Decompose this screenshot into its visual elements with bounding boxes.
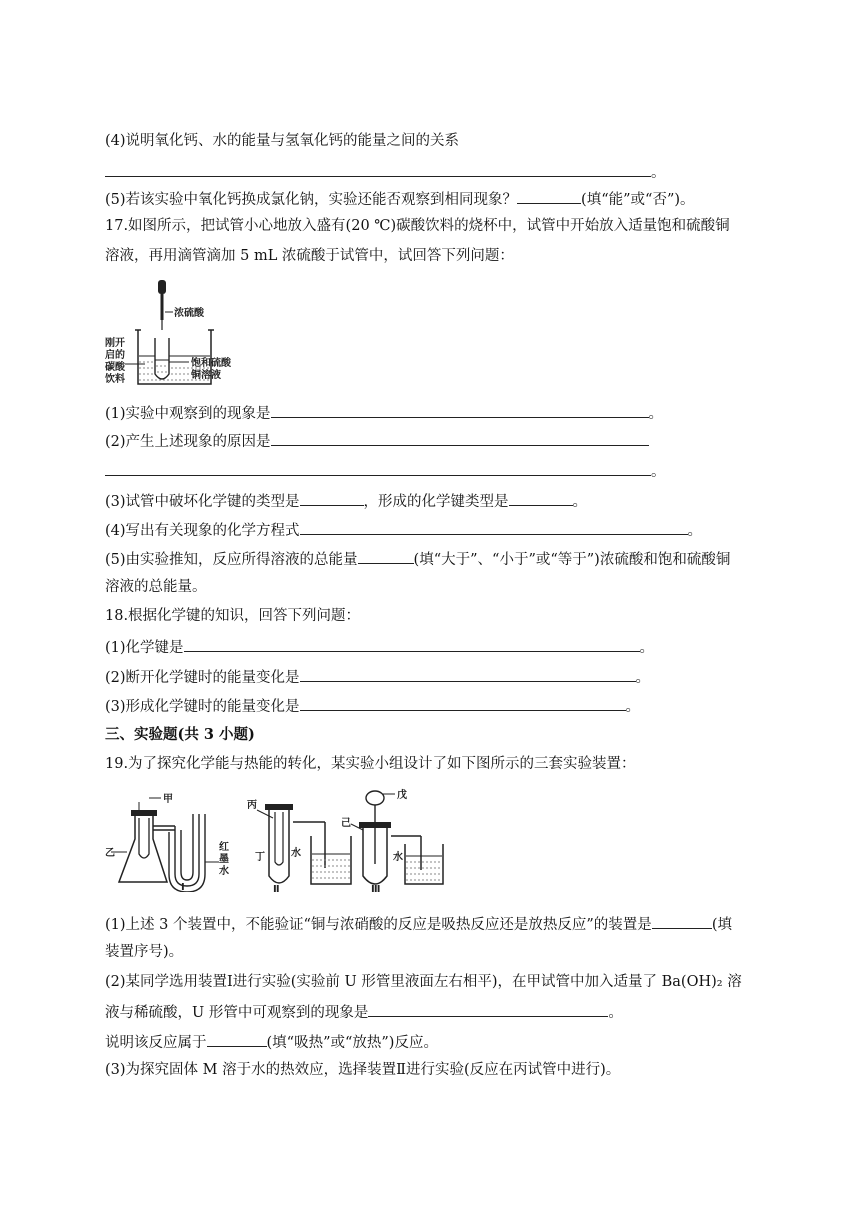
answer-blank[interactable] bbox=[300, 695, 626, 711]
q17-part5: (5)由实验推知，反应所得溶液的总能量 (填“大于”、“小于”或“等于”)浓硫酸和饱和硫酸铜 bbox=[105, 548, 730, 570]
q18-part3: (3)形成化学键时的能量变化是 。 bbox=[105, 695, 640, 717]
apparatus-1 bbox=[105, 793, 229, 892]
answer-blank[interactable] bbox=[207, 1031, 267, 1047]
q17-part5-cont: 溶液的总能量。 bbox=[105, 579, 207, 595]
apparatus-3 bbox=[341, 788, 443, 892]
q17-part4: (4)写出有关现象的化学方程式 。 bbox=[105, 519, 702, 541]
label-soda-2: 启的 bbox=[105, 350, 125, 361]
q16-part4-answer: 。 bbox=[105, 161, 666, 183]
label-red-3: 水 bbox=[219, 866, 229, 877]
label-ji: 己 bbox=[341, 818, 351, 829]
q19-part2-conclusion: 说明该反应属于 (填“吸热”或“放热”)反应。 bbox=[105, 1031, 438, 1053]
answer-blank[interactable] bbox=[105, 161, 651, 177]
label-red-1: 红 bbox=[219, 842, 229, 853]
label-soda-3: 碳酸 bbox=[105, 362, 125, 373]
q19-part1-cont: 装置序号)。 bbox=[105, 944, 184, 960]
q17-part1: (1)实验中观察到的现象是 。 bbox=[105, 402, 663, 424]
label-soda-4: 饮料 bbox=[105, 374, 125, 385]
label-wu: 戊 bbox=[397, 790, 407, 801]
label-roman-3: Ⅲ bbox=[371, 884, 381, 892]
q16-part4: (4)说明氧化钙、水的能量与氢氧化钙的能量之间的关系 bbox=[105, 133, 460, 149]
q19-stem: 19.为了探究化学能与热能的转化，某实验小组设计了如下图所示的三套实验装置： bbox=[105, 756, 636, 772]
answer-blank[interactable] bbox=[300, 490, 364, 506]
q19-part1: (1)上述 3 个装置中，不能验证“铜与浓硝酸的反应是吸热反应还是放热反应”的装置是 (填 bbox=[105, 913, 732, 935]
q19-part2: (2)某同学选用装置Ⅰ进行实验(实验前 U 形管里液面左右相平)，在甲试管中加入适量了 Ba(OH)₂ 溶 bbox=[105, 974, 742, 990]
answer-blank[interactable] bbox=[517, 188, 581, 204]
answer-blank[interactable] bbox=[271, 430, 649, 446]
q19-part3: (3)为探究固体 M 溶于水的热效应，选择装置Ⅱ进行实验(反应在丙试管中进行)。 bbox=[105, 1062, 621, 1078]
label-jia: 甲 bbox=[163, 794, 173, 805]
label-ding: 丁 bbox=[255, 852, 265, 863]
answer-blank[interactable] bbox=[184, 636, 640, 652]
label-cuso4-2: 铜溶液 bbox=[191, 370, 221, 381]
answer-blank[interactable] bbox=[300, 519, 688, 535]
label-water-3: 水 bbox=[393, 852, 403, 863]
q16-part5: (5)若该实验中氧化钙换成氯化钠，实验还能否观察到相同现象？ (填“能”或“否”)。 bbox=[105, 188, 695, 210]
label-red-2: 墨 bbox=[219, 854, 229, 865]
label-soda-1: 刚开 bbox=[105, 338, 125, 349]
q17-stem: 17.如图所示，把试管小心地放入盛有(20 ℃)碳酸饮料的烧杯中，试管中开始放入适量饱和硫酸铜 bbox=[105, 218, 730, 234]
q19-part2-cont: 液与稀硫酸，U 形管中可观察到的现象是 。 bbox=[105, 1001, 623, 1023]
label-roman-2: Ⅱ bbox=[273, 884, 280, 892]
apparatus-2 bbox=[247, 798, 351, 892]
q17-part3: (3)试管中破坏化学键的类型是 ，形成的化学键类型是 。 bbox=[105, 490, 587, 512]
label-roman-1: Ⅰ bbox=[181, 882, 185, 892]
label-water-2: 水 bbox=[291, 848, 301, 859]
q18-part2: (2)断开化学键时的能量变化是 。 bbox=[105, 666, 650, 688]
answer-blank[interactable] bbox=[271, 402, 649, 418]
q17-part2: (2)产生上述现象的原因是 bbox=[105, 430, 649, 452]
label-yi: 乙 bbox=[105, 848, 115, 859]
q17-stem-cont: 溶液，再用滴管滴加 5 mL 浓硫酸于试管中，试回答下列问题： bbox=[105, 248, 514, 264]
label-conc-sulfuric-acid: 浓硫酸 bbox=[174, 308, 204, 319]
label-bing: 丙 bbox=[247, 800, 257, 811]
q17-apparatus-figure bbox=[105, 278, 275, 390]
answer-blank[interactable] bbox=[509, 490, 573, 506]
q18-part1: (1)化学键是 。 bbox=[105, 636, 654, 658]
answer-blank[interactable] bbox=[368, 1001, 608, 1017]
label-cuso4-1: 饱和硫酸 bbox=[191, 358, 231, 369]
q17-part2-cont: 。 bbox=[105, 460, 666, 482]
answer-blank[interactable] bbox=[300, 666, 636, 682]
q19-apparatus-figure bbox=[105, 784, 445, 892]
section-heading-experiments: 三、实验题(共 3 小题) bbox=[105, 726, 255, 743]
q18-stem: 18.根据化学键的知识，回答下列问题： bbox=[105, 608, 361, 624]
answer-blank[interactable] bbox=[652, 913, 712, 929]
answer-blank[interactable] bbox=[105, 460, 651, 476]
answer-blank[interactable] bbox=[358, 548, 414, 564]
